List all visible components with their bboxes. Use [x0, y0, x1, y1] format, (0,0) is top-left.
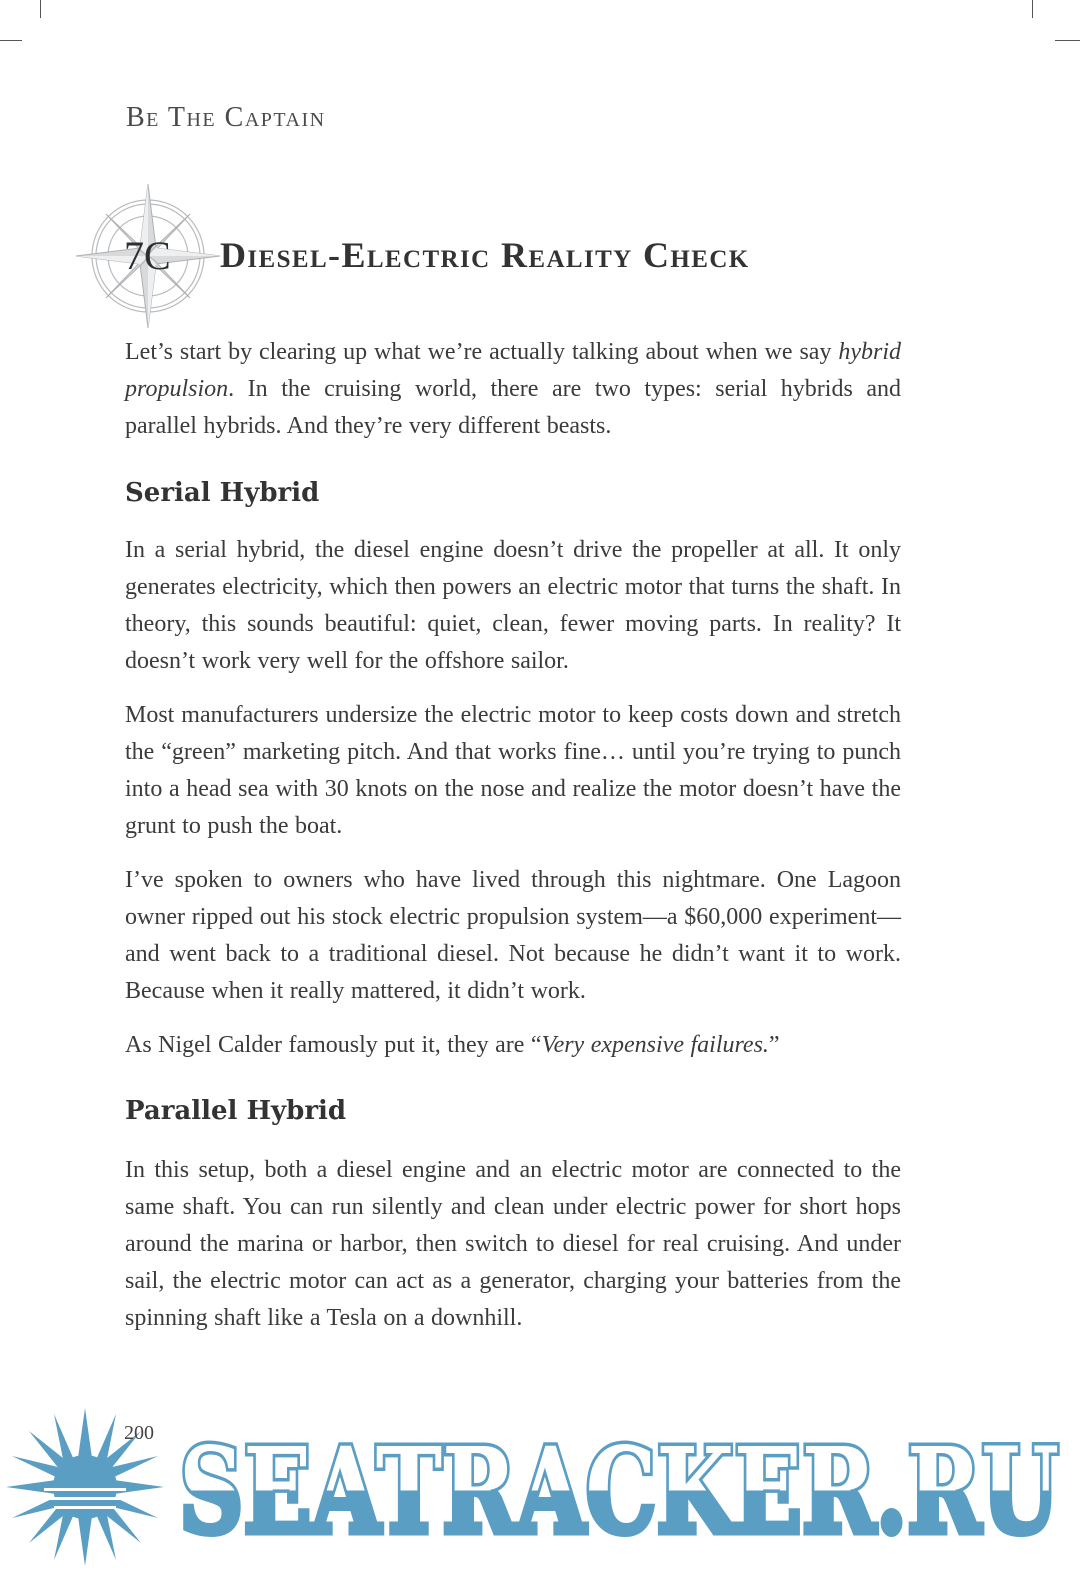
chapter-number: 7C	[124, 233, 171, 278]
quote-close: ”	[768, 1032, 780, 1058]
serial-paragraph-1: In a serial hybrid, the diesel engine doesn’t drive the propeller at all. It only generates electricity, which then powers an electric motor that turns the shaft. In theory, this sounds beautiful: quiet, clean, fewer moving parts. In reality? It doesn’t work very well for the offshore sailor.	[125, 537, 901, 674]
intro-text-start: Let’s start by clearing up what we’re actually talking about when we say	[125, 339, 839, 365]
chapter-title: Diesel-Electric Reality Check	[220, 235, 750, 275]
serial-paragraph-3: I’ve spoken to owners who have lived through this nightmare. One Lagoon owner ripped out his stock electric propulsion system—a $60,000 experiment—and went back to a traditional diesel. Not because he didn’t want it to work. Because when it really mattered, it didn’t work.	[125, 867, 901, 1004]
serial-hybrid-heading: Serial Hybrid	[125, 478, 320, 508]
parallel-hybrid-heading: Parallel Hybrid	[125, 1096, 347, 1126]
calder-quote-paragraph	[125, 1027, 901, 1064]
parallel-paragraph-1: In this setup, both a diesel engine and an electric motor are connected to the same shaft. You can run silently and clean under electric power for short hops around the marina or harbor, then switch to diesel for real cruising. And under sail, the electric motor can act as a generator, charging your batteries from the spinning shaft like a Tesla on a downhill.	[125, 1157, 901, 1331]
intro-emphasis: hybrid propulsion	[125, 339, 901, 402]
watermark-text	[166, 1424, 1072, 1574]
serial-paragraph-2: Most manufacturers undersize the electric motor to keep costs down and stretch the “green” marketing pitch. And that works fine… until you’re trying to punch into a head sea with 30 knots on the nose and realize the motor doesn’t have the grunt to push the boat.	[125, 702, 901, 839]
page-number: 200	[124, 1422, 154, 1444]
quote-lead-text: As Nigel Calder famously put it, they are “	[125, 1032, 542, 1058]
crop-mark-top-left-h	[0, 40, 22, 41]
crop-mark-top-left-v	[40, 0, 41, 18]
quote-emphasis: Very expensive failures.	[541, 1032, 769, 1058]
intro-paragraph	[125, 334, 901, 445]
running-head: Be The Captain	[126, 102, 326, 133]
intro-text-end: . In the cruising world, there are two types: serial hybrids and parallel hybrids. And they’re very different beasts.	[125, 376, 901, 439]
crop-mark-top-right-v	[1032, 0, 1033, 18]
crop-mark-top-right-h	[1055, 40, 1080, 41]
watermark-label: SEATRACKER.RU	[179, 1424, 1059, 1560]
